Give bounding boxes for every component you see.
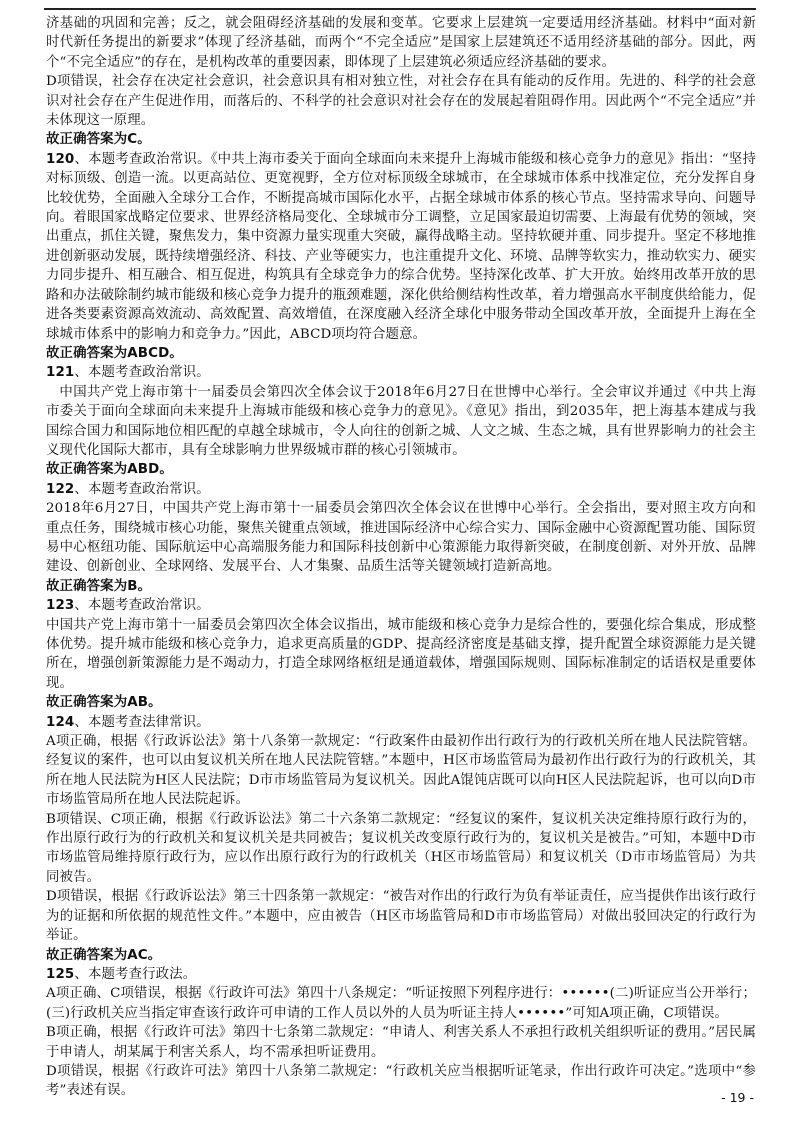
question-head: 、本题考查政治常识。 — [74, 365, 210, 381]
paragraph: B项正确，根据《行政许可法》第四十七条第二款规定：“申请人、利害关系人不承担行政机关组织听证的费用。”居民属于申请人，胡某属于利害关系人，均不需承担听证费用。 — [46, 1025, 756, 1060]
paragraph: D项错误，根据《行政诉讼法》第三十四条第一款规定：“被告对作出的行政行为负有举证责任，应当提供作出该行政行为的证据和所依据的规范性文件。”本题中，应由被告（H区市场监管局和D市市场监管局）对做出驳回决定的行政行为举证。 — [46, 889, 756, 944]
question-body: 中国共产党上海市第十一届委员会第四次全体会议指出，城市能级和核心竞争力是综合性的，要强化综合集成，形成整体优势。提升城市能级和核心竞争力，追求更高质量的GDP、提高经济密度是基础支撑，提升配置全球资源能力是关键所在，增强创新策源能力是不竭动力，打造全球网络枢纽是通道载体，增强国际规则、国际标准制定的话语权是重要体现。 — [46, 617, 756, 691]
answer-line: 故正确答案为AC。 — [46, 947, 162, 963]
question-number: 122 — [46, 481, 75, 497]
question-body: 中国共产党上海市第十一届委员会第四次全体会议于2018年6月27日在世博中心举行。全会审议并通过《中共上海市委关于面向全球面向未来提升上海城市能级和核心竞争力的意见》。《意见》指出，到2035年，把上海基本建成与我国综合国力和国际地位相匹配的卓越全球城市，令人向往的创新之城、人文之城、生态之城，具有世界影响力的社会主义现代化国际大都市，具有全球影响力世界级城市群的核心引领城市。 — [46, 384, 756, 458]
question-body: 2018年6月27日，中国共产党上海市第十一届委员会第四次全体会议在世博中心举行。全会指出，要对照主攻方向和重点任务，围绕城市核心功能，聚焦关键重点领域，推进国际经济中心综合实力、国际金融中心资源配置功能、国际贸易中心枢纽功能、国际航运中心高端服务能力和国际科技创新中心策源能力取得新突破，在制度创新、对外开放、品牌建设、创新创业、全球网络、发展平台、人才集聚、品质生活等关键领域打造新高地。 — [46, 501, 756, 575]
answer-line: 故正确答案为AB。 — [46, 695, 162, 711]
question-123-head — [46, 596, 756, 615]
question-head: 、本题考查政治常识。 — [74, 481, 210, 497]
question-number: 121 — [46, 365, 75, 381]
document-body — [46, 14, 756, 1101]
answer-line: 故正确答案为B。 — [46, 578, 152, 594]
question-124-head — [46, 713, 756, 732]
paragraph: B项错误、C项正确，根据《行政诉讼法》第二十六条第二款规定：“经复议的案件，复议机关决定维持原行政行为的，作出原行政行为的行政机关和复议机关是共同被告；复议机关改变原行政行为的，复议机关是被告。”可知，本题中D市市场监管局维持原行政行为，应以作出原行政行为的行政机关（H区市场监管局）和复议机关（D市市场监管局）为共同被告。 — [46, 811, 756, 885]
question-number: 123 — [46, 598, 75, 614]
answer-line: 故正确答案为ABCD。 — [46, 345, 183, 361]
paragraph: 济基础的巩固和完善；反之，就会阻碍经济基础的发展和变革。它要求上层建筑一定要适用经济基础。材料中“面对新时代新任务提出的新要求”体现了经济基础，而两个“不完全适应”是国家上层建筑还不适用经济基础的部分。因此，两个“不完全适应”的存在，是机构改革的重要因素，即体现了上层建筑必须适应经济基础的要求。 — [46, 16, 756, 70]
answer-line: 故正确答案为ABD。 — [46, 462, 173, 478]
question-125-head — [46, 965, 756, 984]
answer-line: 故正确答案为C。 — [46, 132, 151, 148]
header-rule — [44, 8, 756, 10]
paragraph: A项正确，根据《行政诉讼法》第十八条第一款规定：“行政案件由最初作出行政行为的行政机关所在地人民法院管辖。经复议的案件，也可以由复议机关所在地人民法院管辖。”本题中，H区市场监管局为最初作出行政行为的行政机关，其所在地人民法院为H区人民法院；D市市场监管局为复议机关。因此A馄饨店既可以向H区人民法院起诉，也可以向D市市场监管局所在地人民法院起诉。 — [46, 734, 756, 808]
question-head: 、本题考查法律常识。 — [74, 714, 210, 730]
question-121-head — [46, 363, 756, 382]
question-head: 、本题考查政治常识。 — [74, 151, 211, 167]
question-head: 、本题考查政治常识。 — [74, 598, 210, 614]
question-body: 《中共上海市委关于面向全球面向未来提升上海城市能级和核心竞争力的意见》指出：“坚持对标顶级、创造一流。以更高站位、更宽视野，全方位对标顶级全球城市，在全球城市体系中找准定位，充分发挥自身比较优势，全面融入全球分工合作，不断提高城市国际化水平，占据全球城市体系的核心节点。坚持需求导向、问题导向。着眼国家战略定位要求、世界经济格局变化、全球城市分工调整，立足国家最迫切需要、上海最有优势的领域，突出重点，抓住关键，聚焦发力，集中资源力量实现重大突破，赢得战略主动。坚持软硬并重、同步提升。坚定不移地推进创新驱动发展，既持续增强经济、科技、产业等硬实力，也注重提升文化、环境、品牌等软实力，推动软实力、硬实力同步提升、相互融合、相互促进，构筑具有全球竞争力的综合优势。坚持深化改革、扩大开放。始终用改革开放的思路和办法破除制约城市能级和核心竞争力提升的瓶颈难题，深化供给侧结构性改革，着力增强高水平制度供给能力，促进各类要素资源高效流动、高效配置、高效增值，在深度融入经济全球化中服务带动全国改革开放，全面提升上海在全球城市体系中的影响力和竞争力。”因此，ABCD项均符合题意。 — [46, 151, 756, 342]
question-number: 125 — [46, 966, 75, 982]
paragraph: D项错误，社会存在决定社会意识，社会意识具有相对独立性，对社会存在具有能动的反作用。先进的、科学的社会意识对社会存在产生促进作用，而落后的、不科学的社会意识对社会存在的发展起着阻碍作用。因此两个“不完全适应”并未体现这一原理。 — [46, 74, 756, 129]
question-number: 120 — [46, 151, 75, 167]
question-122-head — [46, 480, 756, 499]
question-number: 124 — [46, 714, 75, 730]
page-number: - 19 - — [721, 1090, 754, 1105]
paragraph: A项正确、C项错误，根据《行政许可法》第四十八条规定：“听证按照下列程序进行：••••••(二)听证应当公开举行；(三)行政机关应当指定审查该行政许可申请的工作人员以外的人员为听证主持人••••••”可知A项正确，C项错误。 — [46, 986, 756, 1021]
paragraph: D项错误，根据《行政许可法》第四十八条第二款规定：“行政机关应当根据听证笔录，作出行政许可决定。”选项中“参考”表述有误。 — [46, 1063, 756, 1099]
question-head: 、本题考查行政法。 — [74, 966, 197, 982]
question-120 — [46, 150, 756, 344]
